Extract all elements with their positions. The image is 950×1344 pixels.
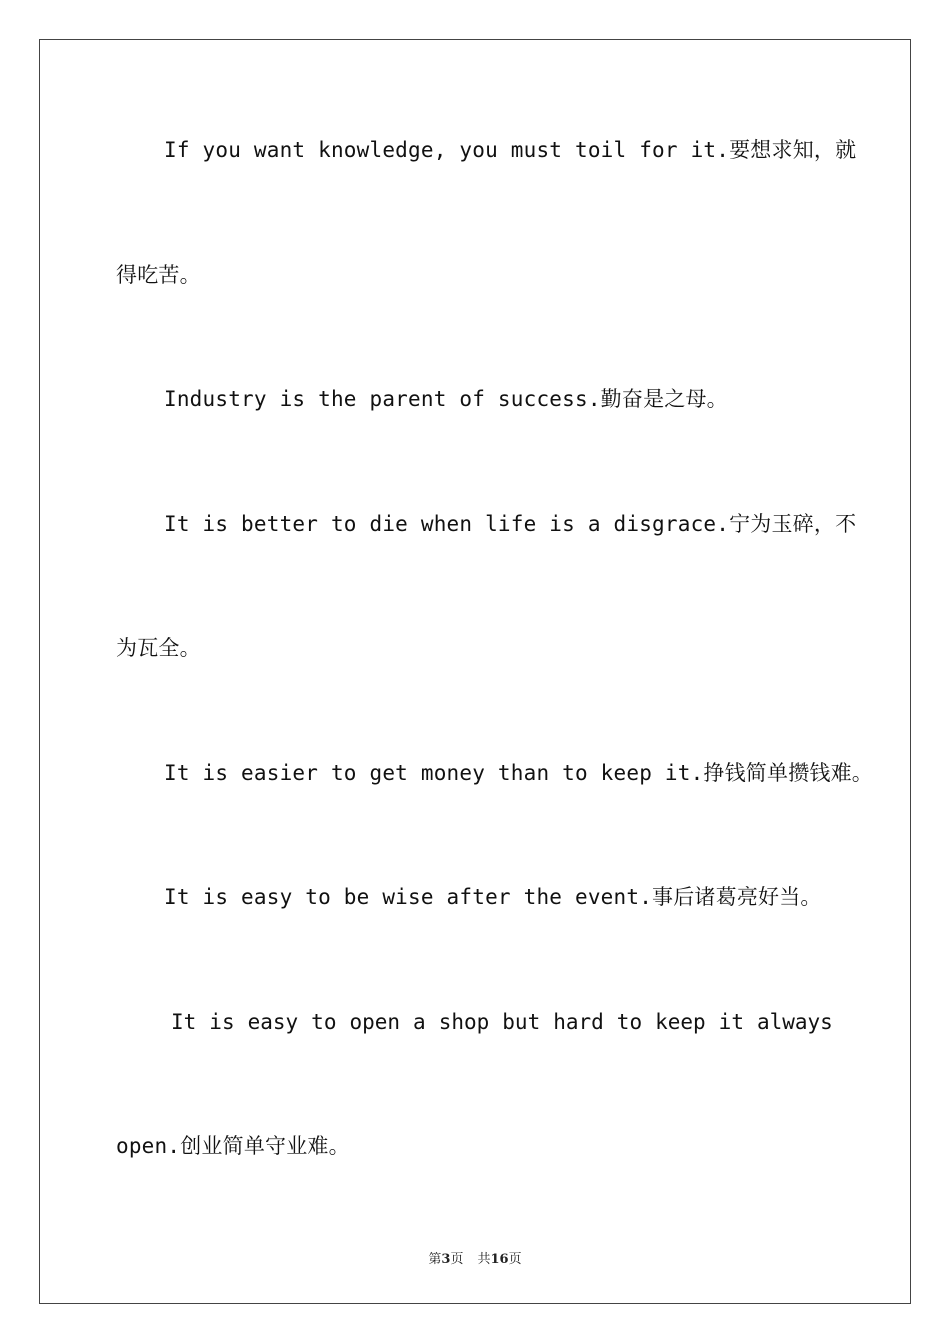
paragraph-6-line-1: [171, 1009, 833, 1035]
word: to: [616, 1010, 643, 1034]
paragraph-3-line-1: It is better to die when life is a disgrace.宁为玉碎，不: [164, 512, 857, 536]
paragraph-6-line-2: open.创业简单守业难。: [116, 1134, 350, 1158]
paragraph-5: It is easy to be wise after the event.事后诸葛亮好当。: [164, 885, 822, 909]
word: it: [718, 1010, 744, 1034]
word: is: [209, 1010, 235, 1034]
word: a: [413, 1010, 426, 1034]
word: It: [171, 1010, 197, 1034]
word: always: [756, 1010, 833, 1034]
word: to: [311, 1010, 337, 1034]
word: easy: [247, 1010, 299, 1034]
word: open: [349, 1010, 401, 1034]
page-suffix: 页: [450, 1252, 464, 1267]
page-current: 3: [441, 1252, 451, 1267]
word: keep: [655, 1010, 706, 1034]
paragraph-3-line-2: 为瓦全。: [116, 636, 201, 660]
word: but: [502, 1010, 541, 1034]
word: hard: [553, 1010, 604, 1034]
page-footer: [0, 1248, 950, 1267]
page-border: [39, 39, 911, 1304]
paragraph-4: It is easier to get money than to keep it.挣钱简单攒钱难。: [164, 761, 874, 785]
paragraph-1-line-1: If you want knowledge, you must toil for it.要想求知，就: [164, 138, 857, 162]
total-suffix: 页: [508, 1252, 522, 1267]
paragraph-1-line-2: 得吃苦。: [116, 263, 201, 287]
page-prefix: 第: [428, 1252, 442, 1267]
total-prefix: 共: [477, 1252, 491, 1267]
page-total: 16: [490, 1252, 509, 1267]
word: shop: [438, 1010, 490, 1034]
paragraph-2: Industry is the parent of success.勤奋是之母。: [164, 387, 728, 411]
